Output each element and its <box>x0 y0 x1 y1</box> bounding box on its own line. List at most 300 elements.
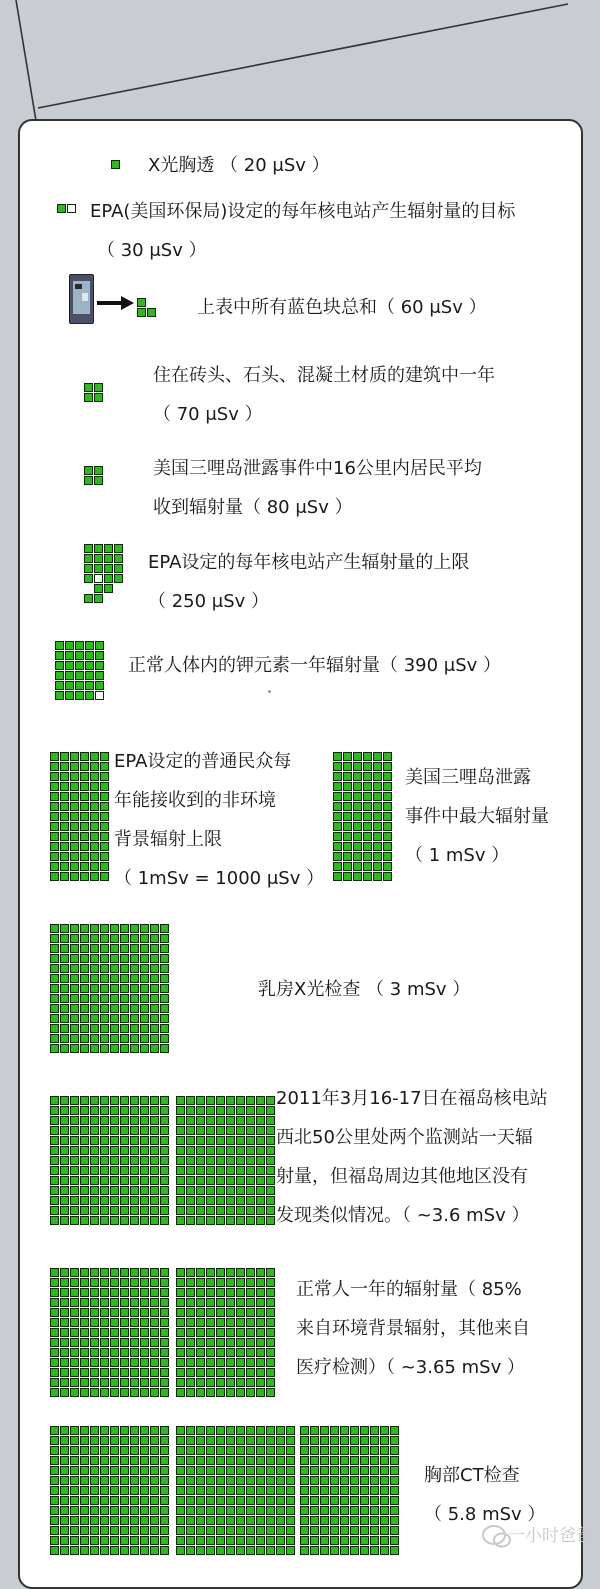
radiation-square <box>110 1156 119 1165</box>
radiation-square <box>110 954 119 963</box>
radiation-square <box>100 1024 109 1033</box>
radiation-square <box>130 1526 139 1535</box>
radiation-square <box>80 934 89 943</box>
radiation-square <box>216 1186 225 1195</box>
radiation-square <box>120 1546 129 1555</box>
radiation-square <box>147 298 156 307</box>
radiation-square <box>110 1506 119 1515</box>
radiation-square <box>266 1216 275 1225</box>
radiation-square <box>150 1318 159 1327</box>
radiation-square <box>266 1516 275 1525</box>
radiation-square <box>350 1516 359 1525</box>
radiation-square <box>216 1536 225 1545</box>
radiation-square <box>320 1496 329 1505</box>
radiation-square <box>140 1456 149 1465</box>
radiation-square <box>104 594 113 603</box>
radiation-square <box>90 1166 99 1175</box>
radiation-square <box>330 1486 339 1495</box>
radiation-square <box>353 862 362 871</box>
radiation-square <box>100 842 109 851</box>
radiation-square <box>390 1466 399 1475</box>
radiation-square <box>50 1516 59 1525</box>
radiation-square <box>246 1318 255 1327</box>
radiation-square <box>60 1216 69 1225</box>
radiation-square <box>140 984 149 993</box>
radiation-square <box>120 984 129 993</box>
radiation-square <box>110 1328 119 1337</box>
radiation-square <box>363 792 372 801</box>
radiation-square <box>150 1176 159 1185</box>
radiation-square <box>150 1426 159 1435</box>
radiation-square <box>160 1298 169 1307</box>
radiation-square <box>206 1476 215 1485</box>
radiation-square <box>246 1216 255 1225</box>
radiation-square <box>236 1268 245 1277</box>
radiation-square <box>236 1536 245 1545</box>
radiation-square <box>160 1034 169 1043</box>
radiation-square <box>206 1368 215 1377</box>
radiation-square <box>186 1298 195 1307</box>
radiation-square <box>176 1486 185 1495</box>
radiation-square <box>80 782 89 791</box>
square-group <box>50 752 109 881</box>
radiation-square <box>84 554 93 563</box>
radiation-square <box>90 1486 99 1495</box>
radiation-square <box>100 1308 109 1317</box>
radiation-square <box>130 1298 139 1307</box>
radiation-square <box>226 1116 235 1125</box>
radiation-square <box>130 944 139 953</box>
radiation-square <box>75 671 84 680</box>
radiation-square <box>150 1156 159 1165</box>
radiation-square <box>90 1516 99 1525</box>
radiation-square <box>236 1308 245 1317</box>
radiation-square <box>80 1096 89 1105</box>
radiation-square <box>50 1426 59 1435</box>
radiation-square <box>160 1486 169 1495</box>
radiation-square <box>196 1216 205 1225</box>
radiation-square <box>160 924 169 933</box>
radiation-square <box>120 1298 129 1307</box>
radiation-square <box>70 1358 79 1367</box>
radiation-square <box>266 1358 275 1367</box>
radiation-square <box>50 1526 59 1535</box>
radiation-square <box>100 1034 109 1043</box>
radiation-square <box>75 651 84 660</box>
radiation-square <box>286 1506 295 1515</box>
radiation-square <box>70 1546 79 1555</box>
radiation-square <box>140 1216 149 1225</box>
radiation-square <box>150 1216 159 1225</box>
radiation-square <box>216 1116 225 1125</box>
radiation-square <box>176 1328 185 1337</box>
radiation-square <box>150 1328 159 1337</box>
radiation-square <box>60 832 69 841</box>
radiation-square <box>330 1516 339 1525</box>
radiation-square <box>80 964 89 973</box>
radiation-square <box>160 1106 169 1115</box>
radiation-square <box>50 1116 59 1125</box>
radiation-square <box>120 1156 129 1165</box>
radiation-square <box>85 671 94 680</box>
radiation-square <box>150 1338 159 1347</box>
radiation-square <box>186 1338 195 1347</box>
radiation-square <box>176 1308 185 1317</box>
radiation-square <box>140 1546 149 1555</box>
radiation-square <box>176 1268 185 1277</box>
radiation-square <box>310 1436 319 1445</box>
radiation-square <box>70 1338 79 1347</box>
radiation-square <box>70 1044 79 1053</box>
radiation-square <box>120 1216 129 1225</box>
radiation-square <box>226 1338 235 1347</box>
radiation-square <box>50 862 59 871</box>
radiation-square <box>150 1186 159 1195</box>
radiation-square <box>300 1486 309 1495</box>
radiation-square <box>150 1466 159 1475</box>
radiation-square <box>130 1476 139 1485</box>
radiation-square <box>110 1486 119 1495</box>
radiation-square <box>100 1466 109 1475</box>
radiation-square <box>100 1516 109 1525</box>
radiation-square <box>70 974 79 983</box>
radiation-square <box>80 1004 89 1013</box>
radiation-square <box>100 1176 109 1185</box>
radiation-square <box>216 1308 225 1317</box>
radiation-square <box>70 1298 79 1307</box>
radiation-square <box>100 1476 109 1485</box>
radiation-square <box>246 1206 255 1215</box>
radiation-square <box>90 752 99 761</box>
radiation-square <box>120 944 129 953</box>
square-group <box>176 1426 295 1555</box>
square-group <box>84 383 103 402</box>
radiation-square <box>160 944 169 953</box>
radiation-square <box>70 944 79 953</box>
square-group <box>50 1426 169 1555</box>
radiation-square <box>104 554 113 563</box>
radiation-square <box>130 1496 139 1505</box>
radiation-square <box>310 1516 319 1525</box>
radiation-square <box>70 1126 79 1135</box>
radiation-square <box>206 1156 215 1165</box>
radiation-square <box>196 1338 205 1347</box>
radiation-square <box>196 1328 205 1337</box>
radiation-square <box>236 1426 245 1435</box>
radiation-square <box>266 1206 275 1215</box>
radiation-square <box>276 1496 285 1505</box>
radiation-square <box>266 1196 275 1205</box>
radiation-square <box>216 1436 225 1445</box>
radiation-square <box>150 1526 159 1535</box>
radiation-square <box>120 1426 129 1435</box>
radiation-square <box>100 1536 109 1545</box>
radiation-square <box>383 822 392 831</box>
radiation-square <box>160 1024 169 1033</box>
radiation-square <box>196 1136 205 1145</box>
radiation-square <box>100 1044 109 1053</box>
radiation-square <box>70 954 79 963</box>
radiation-square <box>70 762 79 771</box>
radiation-square <box>110 1166 119 1175</box>
radiation-square <box>226 1318 235 1327</box>
radiation-square <box>130 1516 139 1525</box>
radiation-square <box>130 1338 139 1347</box>
radiation-square <box>100 1146 109 1155</box>
radiation-square <box>370 1476 379 1485</box>
radiation-square <box>140 1496 149 1505</box>
radiation-square <box>140 1486 149 1495</box>
radiation-square <box>120 1176 129 1185</box>
radiation-square <box>310 1486 319 1495</box>
radiation-square <box>50 792 59 801</box>
radiation-square <box>196 1436 205 1445</box>
radiation-square <box>246 1156 255 1165</box>
radiation-square <box>80 974 89 983</box>
radiation-square <box>140 1368 149 1377</box>
radiation-square <box>70 862 79 871</box>
radiation-square <box>120 1126 129 1135</box>
radiation-square <box>80 924 89 933</box>
radiation-square <box>266 1446 275 1455</box>
radiation-square <box>186 1126 195 1135</box>
radiation-square <box>80 1166 89 1175</box>
radiation-square <box>100 1288 109 1297</box>
radiation-square <box>94 594 103 603</box>
radiation-square <box>300 1426 309 1435</box>
radiation-square <box>350 1426 359 1435</box>
radiation-square <box>130 1446 139 1455</box>
radiation-square <box>80 1206 89 1215</box>
radiation-square <box>130 1044 139 1053</box>
radiation-square <box>140 1096 149 1105</box>
radiation-square <box>110 974 119 983</box>
radiation-square <box>266 1348 275 1357</box>
radiation-square <box>110 1106 119 1115</box>
radiation-square <box>236 1106 245 1115</box>
radiation-square <box>300 1466 309 1475</box>
radiation-square <box>75 691 84 700</box>
radiation-square <box>70 792 79 801</box>
radiation-square <box>110 1496 119 1505</box>
radiation-square <box>276 1456 285 1465</box>
radiation-square <box>110 1378 119 1387</box>
radiation-square <box>276 1486 285 1495</box>
radiation-square <box>110 1446 119 1455</box>
label-epa-target: EPA(美国环保局)设定的每年核电站产生辐射量的目标 （ 30 μSv ） <box>90 201 516 261</box>
radiation-square <box>266 1368 275 1377</box>
radiation-square <box>176 1206 185 1215</box>
radiation-square <box>206 1348 215 1357</box>
radiation-square <box>140 1446 149 1455</box>
radiation-square <box>343 802 352 811</box>
square-group <box>111 160 120 169</box>
radiation-square <box>90 872 99 881</box>
radiation-square <box>120 1378 129 1387</box>
radiation-square <box>130 1348 139 1357</box>
radiation-square <box>130 1506 139 1515</box>
radiation-square <box>363 822 372 831</box>
radiation-square <box>363 832 372 841</box>
radiation-square <box>246 1126 255 1135</box>
radiation-square <box>380 1536 389 1545</box>
radiation-square <box>70 1004 79 1013</box>
radiation-square <box>130 1216 139 1225</box>
radiation-square <box>70 1516 79 1525</box>
radiation-square <box>176 1358 185 1367</box>
radiation-square <box>100 822 109 831</box>
radiation-square <box>266 1526 275 1535</box>
radiation-square <box>85 691 94 700</box>
radiation-square <box>110 1546 119 1555</box>
radiation-square <box>50 1034 59 1043</box>
radiation-square <box>373 752 382 761</box>
radiation-square <box>100 782 109 791</box>
radiation-square <box>50 944 59 953</box>
radiation-square <box>340 1546 349 1555</box>
radiation-square <box>90 1446 99 1455</box>
radiation-square <box>266 1156 275 1165</box>
radiation-square <box>70 1536 79 1545</box>
radiation-square <box>100 1156 109 1165</box>
radiation-square <box>383 782 392 791</box>
radiation-square <box>50 1206 59 1215</box>
radiation-square <box>216 1426 225 1435</box>
radiation-square <box>100 1298 109 1307</box>
radiation-square <box>70 994 79 1003</box>
radiation-square <box>60 1446 69 1455</box>
radiation-square <box>130 1426 139 1435</box>
radiation-square <box>70 1318 79 1327</box>
radiation-square <box>160 1476 169 1485</box>
label-brick-building: 住在砖头、石头、混凝土材质的建筑中一年 （ 70 μSv ） <box>153 365 495 425</box>
radiation-square <box>60 822 69 831</box>
radiation-square <box>100 762 109 771</box>
radiation-square <box>110 1426 119 1435</box>
radiation-square <box>50 954 59 963</box>
radiation-square <box>100 1166 109 1175</box>
radiation-square <box>100 984 109 993</box>
radiation-square <box>383 792 392 801</box>
radiation-square <box>176 1338 185 1347</box>
radiation-square <box>50 1268 59 1277</box>
radiation-square <box>80 1516 89 1525</box>
radiation-square <box>370 1446 379 1455</box>
radiation-square <box>140 924 149 933</box>
radiation-square <box>160 1466 169 1475</box>
radiation-square <box>130 1096 139 1105</box>
radiation-square <box>320 1526 329 1535</box>
radiation-square <box>150 1486 159 1495</box>
radiation-square <box>50 762 59 771</box>
radiation-square <box>70 1288 79 1297</box>
radiation-square <box>60 984 69 993</box>
radiation-square <box>80 832 89 841</box>
radiation-square <box>276 1526 285 1535</box>
radiation-square <box>176 1466 185 1475</box>
radiation-square <box>94 574 103 583</box>
radiation-square <box>176 1176 185 1185</box>
radiation-square <box>330 1506 339 1515</box>
radiation-square <box>150 1496 159 1505</box>
radiation-square <box>84 466 93 475</box>
radiation-square <box>100 954 109 963</box>
radiation-square <box>120 1436 129 1445</box>
radiation-square <box>75 641 84 650</box>
radiation-square <box>100 1126 109 1135</box>
radiation-square <box>120 1116 129 1125</box>
radiation-square <box>140 1476 149 1485</box>
radiation-square <box>100 1318 109 1327</box>
radiation-square <box>50 1456 59 1465</box>
radiation-square <box>65 691 74 700</box>
radiation-square <box>236 1436 245 1445</box>
radiation-square <box>160 954 169 963</box>
radiation-square <box>80 984 89 993</box>
radiation-square <box>80 1496 89 1505</box>
radiation-square <box>343 792 352 801</box>
radiation-square <box>186 1096 195 1105</box>
radiation-square <box>90 1268 99 1277</box>
radiation-square <box>70 1206 79 1215</box>
radiation-square <box>80 1476 89 1485</box>
square-group <box>50 1096 169 1225</box>
radiation-square <box>276 1476 285 1485</box>
radiation-square <box>196 1196 205 1205</box>
radiation-square <box>246 1388 255 1397</box>
radiation-square <box>150 1358 159 1367</box>
radiation-square <box>256 1456 265 1465</box>
radiation-square <box>80 1024 89 1033</box>
radiation-square <box>160 1268 169 1277</box>
radiation-square <box>390 1496 399 1505</box>
radiation-square <box>256 1466 265 1475</box>
radiation-square <box>310 1446 319 1455</box>
radiation-square <box>236 1338 245 1347</box>
radiation-square <box>80 1136 89 1145</box>
radiation-square <box>216 1096 225 1105</box>
radiation-square <box>373 772 382 781</box>
radiation-square <box>176 1096 185 1105</box>
radiation-square <box>110 964 119 973</box>
radiation-square <box>60 1318 69 1327</box>
radiation-square <box>150 1546 159 1555</box>
radiation-square <box>100 1328 109 1337</box>
radiation-square <box>80 1278 89 1287</box>
radiation-square <box>160 1176 169 1185</box>
radiation-square <box>70 934 79 943</box>
radiation-square <box>100 752 109 761</box>
radiation-square <box>320 1536 329 1545</box>
radiation-square <box>120 1096 129 1105</box>
radiation-square <box>80 1368 89 1377</box>
radiation-square <box>50 842 59 851</box>
radiation-square <box>370 1456 379 1465</box>
radiation-square <box>90 762 99 771</box>
radiation-square <box>186 1156 195 1165</box>
radiation-square <box>300 1526 309 1535</box>
radiation-square <box>150 1146 159 1155</box>
radiation-square <box>60 954 69 963</box>
radiation-square <box>226 1496 235 1505</box>
radiation-square <box>353 802 362 811</box>
radiation-square <box>320 1436 329 1445</box>
radiation-square <box>300 1436 309 1445</box>
radiation-square <box>186 1278 195 1287</box>
radiation-square <box>130 1358 139 1367</box>
radiation-square <box>160 1546 169 1555</box>
radiation-square <box>266 1426 275 1435</box>
